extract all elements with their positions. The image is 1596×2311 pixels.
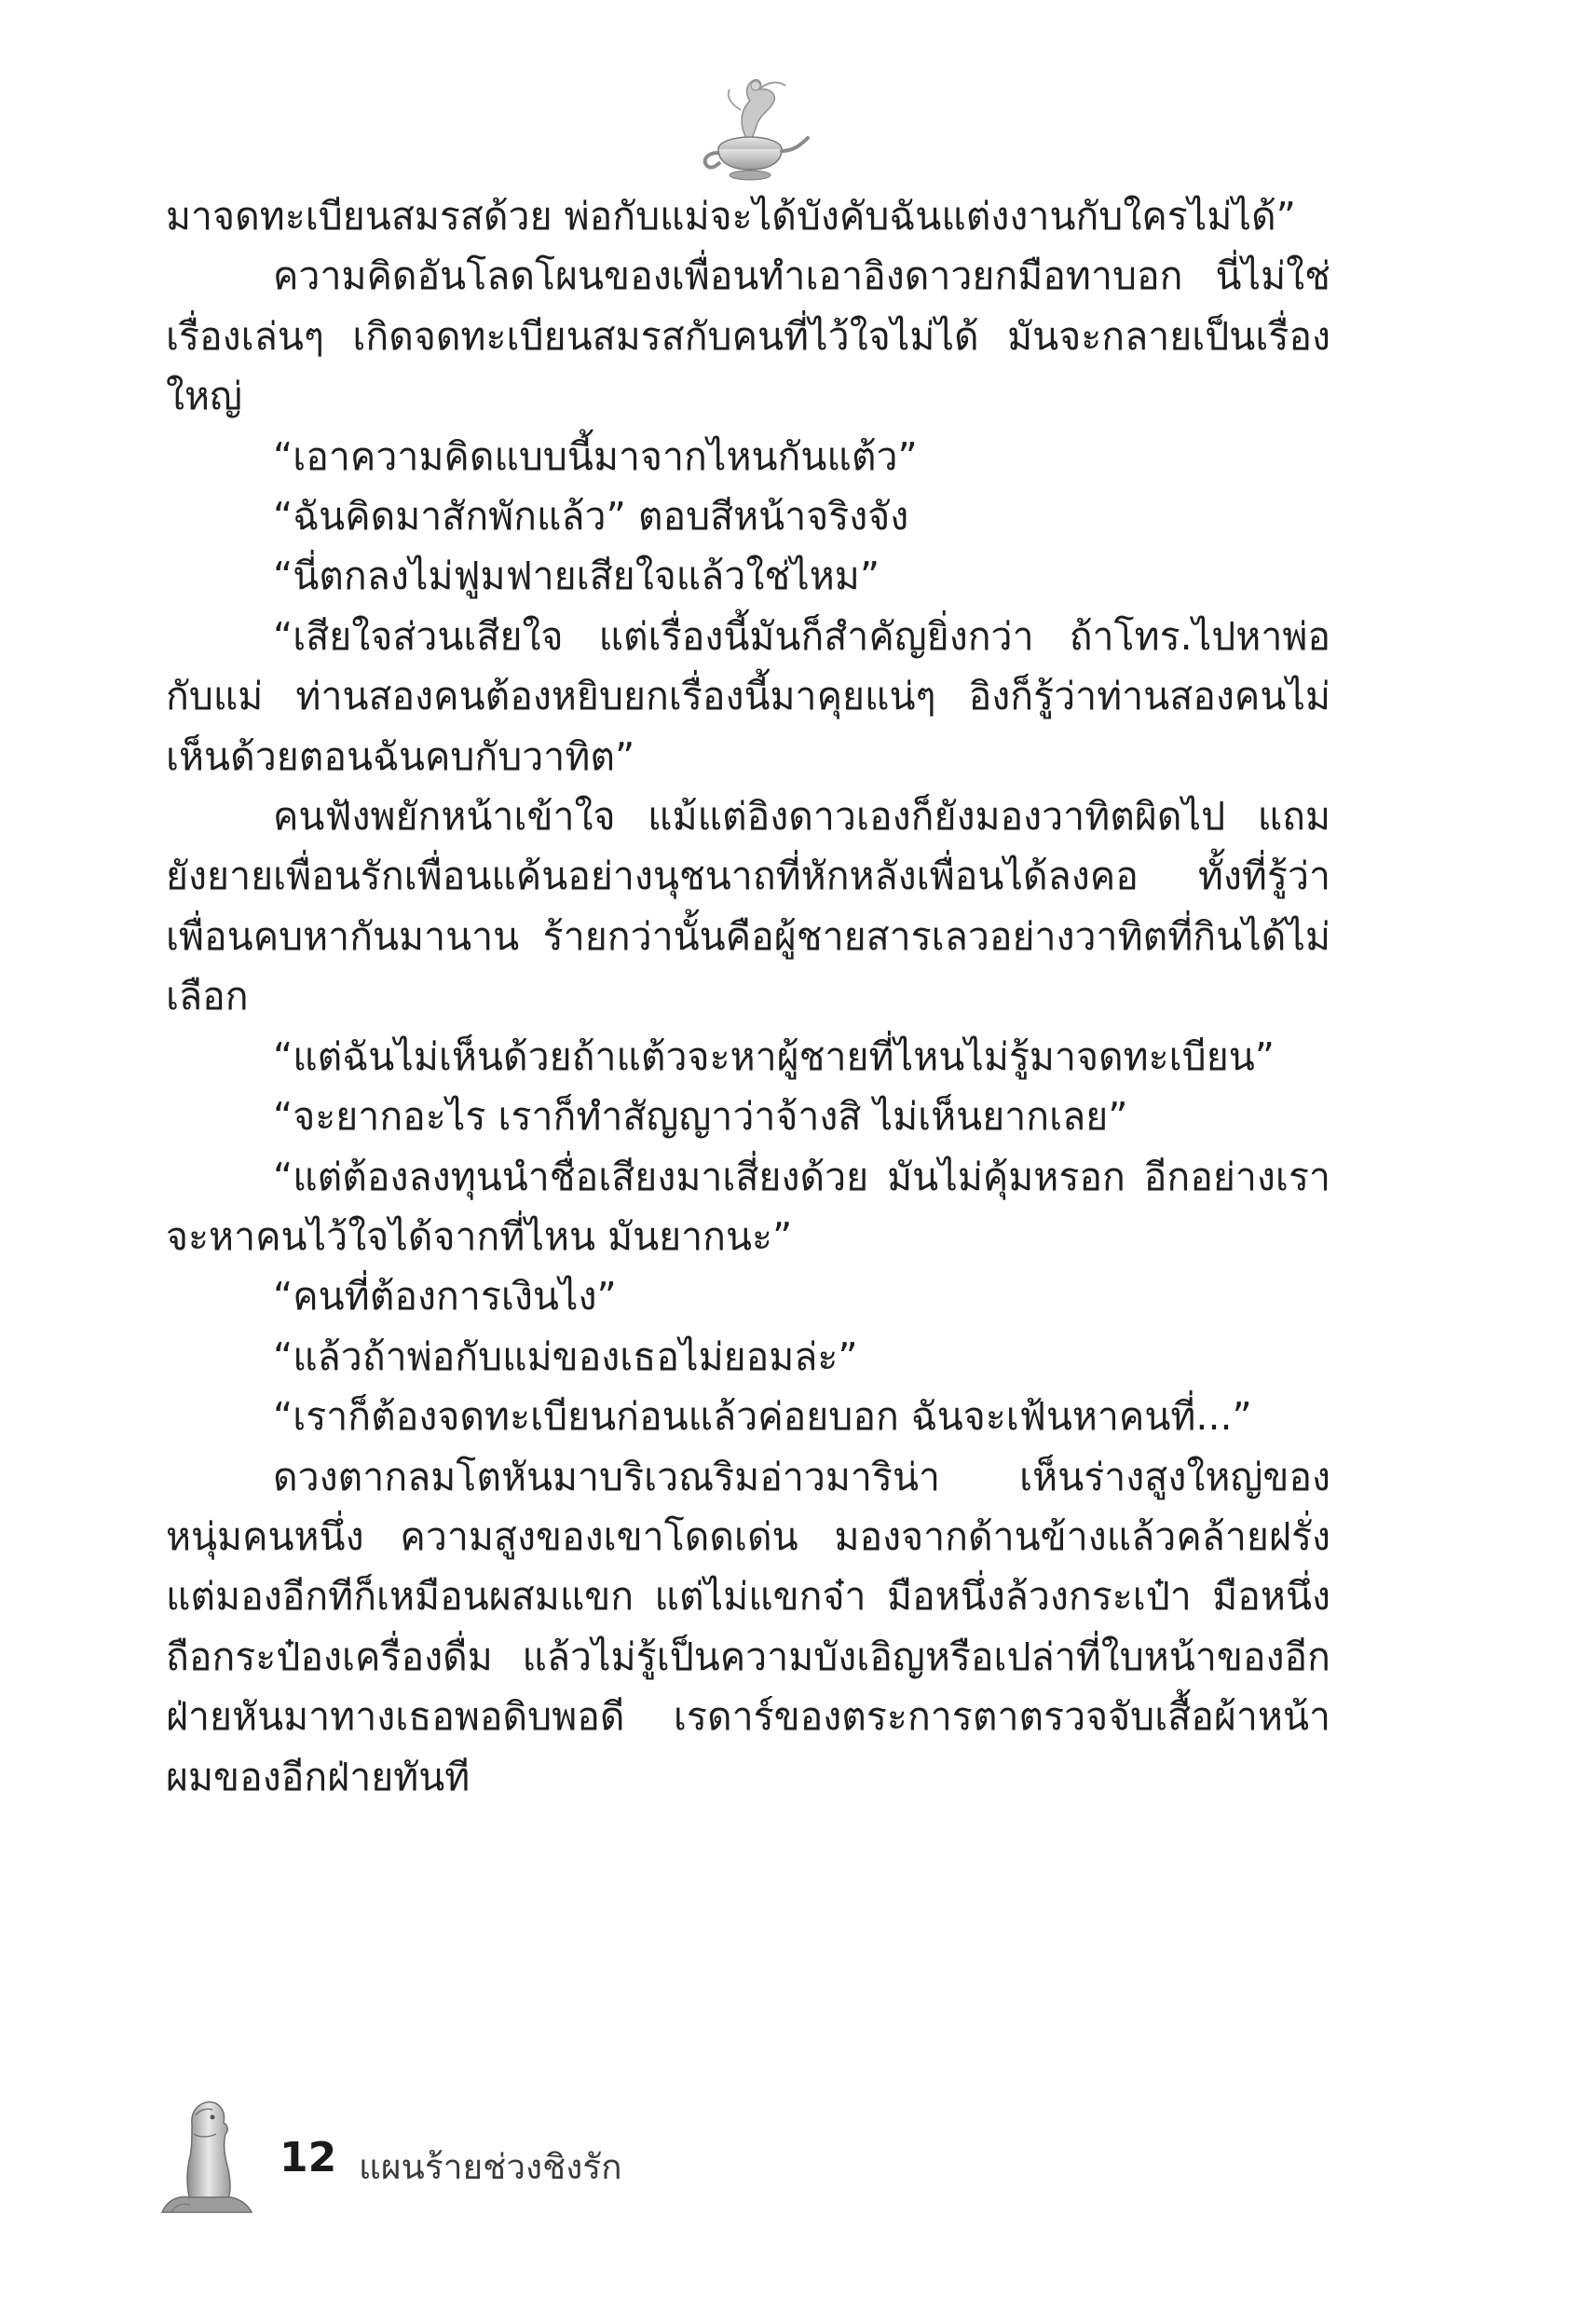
dialogue-line: “คนที่ต้องการเงินไง”	[273, 1274, 617, 1320]
page-number: 12	[280, 2134, 337, 2181]
dialogue-line: “แล้วถ้าพ่อกับแม่ของเธอไม่ยอมล่ะ”	[273, 1333, 858, 1379]
merlion-statue-icon	[158, 2097, 256, 2213]
paragraph: ความคิดอันโลดโผนของเพื่อนทำเอาอิงดาวยกมือทาบอก นี่ไม่ใช่เรื่องเล่นๆ เกิดจดทะเบียนสมรสกับคนที่ไว้ใจไม่ได้ มันจะกลายเป็นเรื่องใหญ่	[166, 253, 1330, 419]
paragraph: คนฟังพยักหน้าเข้าใจ แม้แต่อิงดาวเองก็ยังมองวาทิตผิดไป แถมยังยายเพื่อนรักเพื่อนแค้นอย่างนุชนาถที่หักหลังเพื่อนได้ลงคอ ทั้งที่รู้ว่าเพื่อนคบหากันมานาน ร้ายกว่านั้นคือผู้ชายสารเลวอย่างวาทิตที่กินได้ไม่เลือก	[166, 794, 1330, 1019]
book-title: แผนร้ายช่วงชิงรัก	[359, 2147, 622, 2187]
dialogue-line: “จะยากอะไร เราก็ทำสัญญาว่าจ้างสิ ไม่เห็นยากเลย”	[273, 1094, 1128, 1140]
paragraph: มาจดทะเบียนสมรสด้วย พ่อกับแม่จะได้บังคับฉันแต่งงานกับใครไม่ได้”	[166, 194, 1296, 239]
mermaid-teapot-icon	[685, 73, 815, 185]
dialogue-line: “ฉันคิดมาสักพักแล้ว” ตอบสีหน้าจริงจัง	[273, 494, 909, 540]
dialogue-line: “แต่ฉันไม่เห็นด้วยถ้าแต้วจะหาผู้ชายที่ไหนไม่รู้มาจดทะเบียน”	[273, 1033, 1275, 1079]
story-body	[166, 186, 1330, 1807]
dialogue-line: “แต่ต้องลงทุนนำชื่อเสียงมาเสี่ยงด้วย มันไม่คุ้มหรอก อีกอย่างเราจะหาคนไว้ใจได้จากที่ไหน มันยากนะ”	[166, 1154, 1330, 1259]
dialogue-line: “เราก็ต้องจดทะเบียนก่อนแล้วค่อยบอก ฉันจะเฟ้นหาคนที่...”	[273, 1394, 1252, 1440]
dialogue-line: “นี่ตกลงไม่ฟูมฟายเสียใจแล้วใช่ไหม”	[273, 554, 880, 599]
dialogue-line: “เสียใจส่วนเสียใจ แต่เรื่องนี้มันก็สำคัญยิ่งกว่า ถ้าโทร.ไปหาพ่อกับแม่ ท่านสองคนต้องหยิบยกเรื่องนี้มาคุยแน่ๆ อิงก็รู้ว่าท่านสองคนไม่เห็นด้วยตอนฉันคบกับวาทิต”	[166, 613, 1330, 779]
paragraph: ดวงตากลมโตหันมาบริเวณริมอ่าวมาริน่า เห็นร่างสูงใหญ่ของหนุ่มคนหนึ่ง ความสูงของเขาโดดเด่น มองจากด้านข้างแล้วคล้ายฝรั่งแต่มองอีกทีก็เหมือนผสมแขก แต่ไม่แขกจ๋า มือหนึ่งล้วงกระเป๋า มือหนึ่งถือกระป๋องเครื่องดื่ม แล้วไม่รู้เป็นความบังเอิญหรือเปล่าที่ใบหน้าของอีกฝ่ายหันมาทางเธอพอดิบพอดี เรดาร์ของตระการตาตรวจจับเสื้อผ้าหน้าผมของอีกฝ่ายทันที	[166, 1454, 1330, 1799]
page-footer	[158, 2097, 811, 2218]
dialogue-line: “เอาความคิดแบบนี้มาจากไหนกันแต้ว”	[273, 433, 918, 479]
